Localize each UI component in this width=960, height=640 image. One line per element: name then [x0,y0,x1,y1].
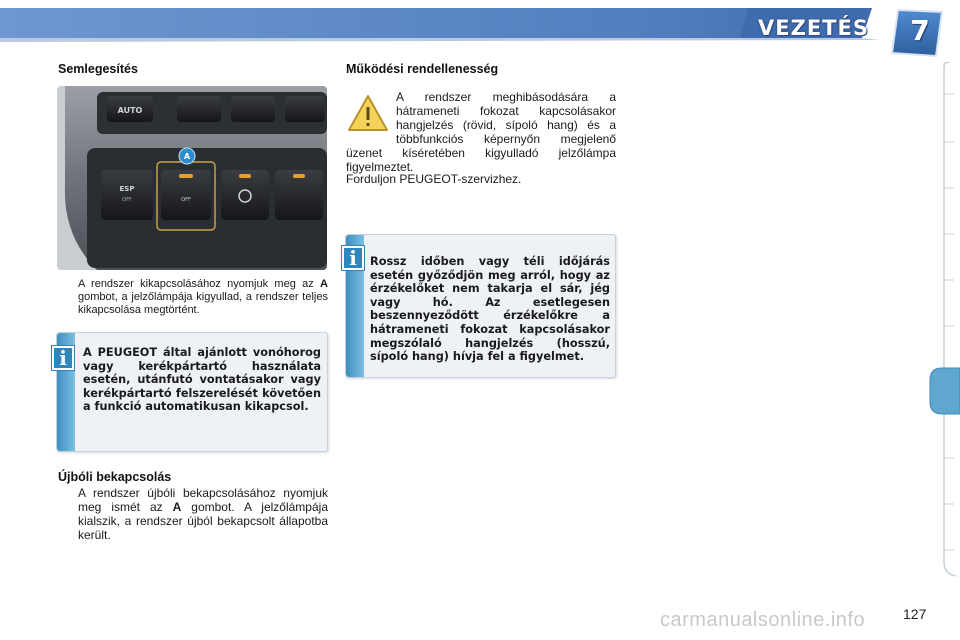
photo-btn-auto: AUTO [117,106,143,115]
chapter-header [0,0,960,62]
service-advice: Forduljon PEUGEOT-szervizhez. [346,172,522,186]
section-title-malfunction: Működési rendellenesség [346,62,499,76]
watermark: carmanualsonline.info [660,609,866,631]
section-title-reactivation: Újbóli bekapcsolás [58,470,172,484]
info-text-towbar: A PEUGEOT által ajánlott vonóhorog vagy kerékpártartó használata esetén, utánfutó vontatásakor vagy kerékpártartó felszerelését követően a funkció automatikusan kikapcsol. [83,346,321,414]
photo-callout-a: A [183,152,191,161]
malfunction-description: A rendszer meghibásodására a hátrameneti fokozat kapcsolásakor hangjelzés (rövid, sípoló hang) és a többfunkciós képernyőn megjelenő üzenet kíséretében kigyulladó jelzőlámpa figyelmeztet. [346,90,616,174]
chapter-title: VEZETÉS [758,16,869,40]
neutralisation-instructions: A rendszer kikapcsolásához nyomjuk meg az A gombot, a jelzőlámpája kigyullad, a rendszer teljes kikapcsolása megtörtént. [78,278,328,316]
chapter-number: 7 [910,14,930,47]
info-icon: i [52,346,74,370]
section-title-neutralisation: Semlegesítés [58,62,138,76]
reactivation-instructions: A rendszer újbóli bekapcsolásához nyomjuk meg ismét az A gombot. A jelzőlámpája kialszik, a rendszer újból bekapcsolt állapotba került. [78,486,328,542]
photo-btn-esp: ESP [119,185,135,193]
photo-btn-esp-sub: OFF [122,197,132,203]
info-box-sensors [345,234,616,378]
chapter-tab-strip[interactable] [926,62,960,582]
photo-btn-tow-label: OFF [181,197,191,203]
control-panel-photo [57,86,327,270]
info-text-sensors: Rossz időben vagy téli időjárás esetén győződjön meg arról, hogy az érzékelőket nem takarja el sár, jég vagy hó. Az esetlegesen beszennyeződött érzékelőkre a hátrameneti fokozat kapcsolásakor megszólaló hangjelzés (hosszú, sípoló hang) hívja fel a figyelmet. [370,255,610,364]
page-number: 127 [903,606,927,622]
info-box-towbar [56,332,328,452]
info-icon: i [342,246,364,270]
